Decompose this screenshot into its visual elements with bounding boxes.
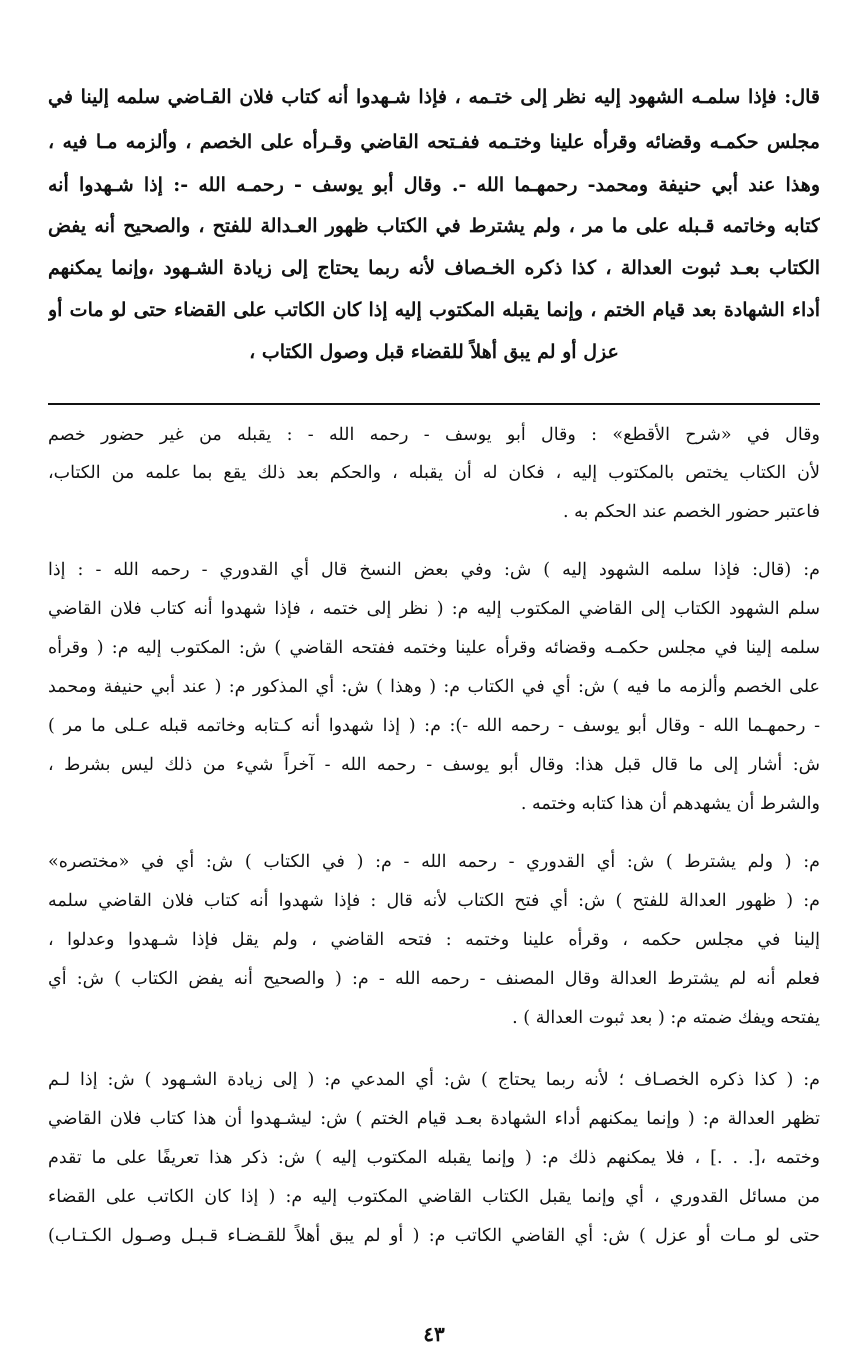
separator-rule <box>48 403 820 405</box>
main-line: مجلس حكمـه وقضائه وقرأه علينا وختـمه ففـتحه القاضي وقـرأه على الخصم ، وألزمه مـا فيه ، <box>48 131 820 153</box>
main-line: قال: فإذا سلمـه الشهود إليه نظر إلى ختـمه ، فإذا شـهدوا أنه كتاب فلان القـاضي سلمه إلينا في <box>48 86 820 108</box>
commentary-line: سلم الشهود الكتاب إلى القاضي المكتوب إليه م: ( نظر إلى ختمه ، فإذا شهدوا أنه كتاب فلان القاضي <box>48 599 820 619</box>
commentary-line: وقال في «شرح الأقطع» : وقال أبو يوسف - رحمه الله - : يقبله من غير حضور خصم <box>48 425 820 445</box>
commentary-line: على الخصم وألزمه ما فيه ) ش: أي في الكتاب م: ( وهذا ) ش: أي المذكور م: ( عند أبي حنيفة ومحمد <box>48 677 820 697</box>
commentary-line: م: ( ظهور العدالة للفتح ) ش: أي فتح الكتاب لأنه قال : فإذا شهدوا أنه كتاب فلان القاضي سلمه <box>48 891 820 911</box>
commentary-line: يفتحه ويفك ضمته م: ( بعد ثبوت العدالة ) . <box>512 1008 820 1028</box>
commentary-line: م: (قال: فإذا سلمه الشهود إليه ) ش: وفي بعض النسخ قال أي القدوري - رحمه الله - : إذا <box>48 560 820 580</box>
commentary-line: والشرط أن يشهدهم أن هذا كتابه وختمه . <box>520 794 820 814</box>
main-line: الكتاب بعـد ثبوت العدالة ، كذا ذكره الخـصاف لأنه ربما يحتاج إلى زيادة الشـهود ،وإنما يمكنهم <box>48 257 820 279</box>
main-line: أداء الشهادة بعد قيام الختم ، وإنما يقبله المكتوب إليه إذا كان الكاتب على القضاء حتى لو مات أو <box>48 299 820 321</box>
commentary-line: وختمه ،[. . .] ، فلا يمكنهم ذلك م: ( وإنما يقبله المكتوب إليه ) ش: ذكر هذا تعريفًا على ما تقدم <box>48 1148 820 1168</box>
commentary-line: ش: أشار إلى ما قال قبل هذا: وقال أبو يوسف - رحمه الله - آخراً شيء من ذلك ليس بشرط ، <box>48 755 820 775</box>
commentary-line: تظهر العدالة م: ( وإنما يمكنهم أداء الشهادة بعـد قيام الختم ) ش: ليشـهدوا أن هذا كتاب فلان القاضي <box>48 1109 820 1129</box>
commentary-line: إلينا في مجلس حكمه ، وقرأه علينا وختمه : فتحه القاضي ، ولم يقل فإذا شـهدوا وعدلوا ، <box>48 930 820 950</box>
commentary-line: - رحمهـما الله - وقال أبو يوسف - رحمه الله -): م: ( إذا شهدوا أنه كـتابه وخاتمه قبله عـلى ما مر ) <box>48 716 820 736</box>
main-line: وهذا عند أبي حنيفة ومحمد- رحمهـما الله -. وقال أبو يوسف - رحمـه الله -: إذا شـهدوا أنه <box>48 174 820 196</box>
commentary-line: فعلم أنه لم يشترط العدالة وقال المصنف - رحمه الله - م: ( والصحيح أنه يفض الكتاب ) ش: أي <box>48 969 820 989</box>
commentary-line: فاعتبر حضور الخصم عند الحكم به . <box>562 502 820 522</box>
commentary-line: م: ( كذا ذكره الخصـاف ؛ لأنه ربما يحتاج ) ش: أي المدعي م: ( إلى زيادة الشـهود ) ش: إذا لـم <box>48 1070 820 1090</box>
commentary-line: حتى لو مـات أو عزل ) ش: أي القاضي الكاتب م: ( أو لم يبق أهلاً للقـضـاء قـبـل وصـول الكـتـاب) <box>48 1226 820 1246</box>
commentary-line: م: ( ولم يشترط ) ش: أي القدوري - رحمه الله - م: ( في الكتاب ) ش: أي في «مختصره» <box>48 852 820 872</box>
commentary-line: لأن الكتاب يختص بالمكتوب إليه ، فكان له أن يقبله ، والحكم بعد ذلك يقع بما علمه من الكتاب، <box>48 463 820 483</box>
page-number: ٤٣ <box>423 1322 445 1346</box>
commentary-line: سلمه إلينا في مجلس حكمـه وقضائه وقرأه علينا وختمه ففتحه القاضي ) ش: المكتوب إليه م: ( وقرأه <box>48 638 820 658</box>
main-line: كتابه وخاتمه قـبله على ما مر ، ولم يشترط في الكتاب ظهور العـدالة للفتح ، والصحيح أنه يفض <box>48 215 820 237</box>
main-line: عزل أو لم يبق أهلاً للقضاء قبل وصول الكتاب ، <box>249 341 619 363</box>
commentary-line: من مسائل القدوري ، أي وإنما يقبل الكتاب القاضي المكتوب إليه م: ( إذا كان الكاتب على القضاء <box>48 1187 820 1207</box>
